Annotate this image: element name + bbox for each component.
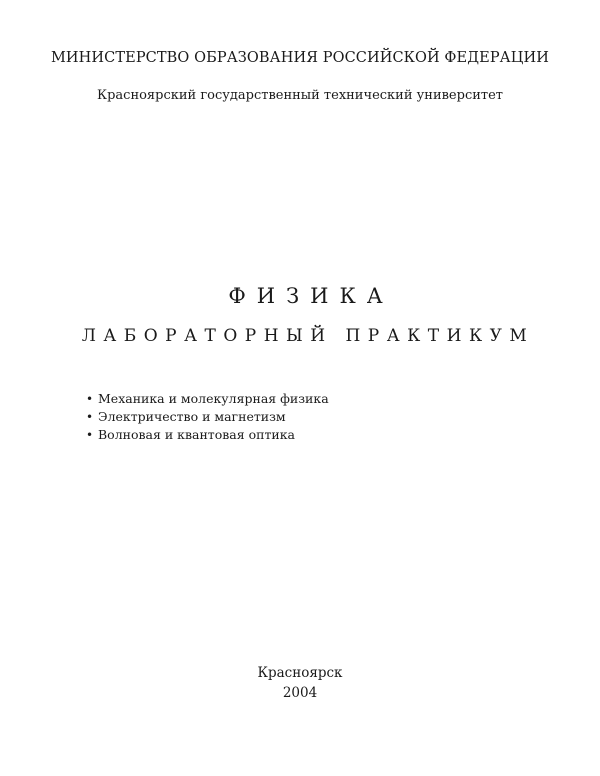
topic-label: Механика и молекулярная физика bbox=[98, 391, 329, 406]
page-title: ФИЗИКА bbox=[228, 284, 394, 308]
topic-label: Электричество и магнетизм bbox=[98, 409, 286, 424]
bullet-icon: • bbox=[86, 392, 94, 406]
publication-year: 2004 bbox=[282, 685, 318, 701]
topics-list bbox=[86, 390, 329, 444]
page-subtitle: ЛАБОРАТОРНЫЙ ПРАКТИКУМ bbox=[81, 326, 535, 346]
topic-label: Волновая и квантовая оптика bbox=[98, 427, 295, 442]
topic-item bbox=[86, 408, 329, 426]
bullet-icon: • bbox=[86, 428, 94, 442]
bullet-icon: • bbox=[86, 410, 94, 424]
topic-item bbox=[86, 390, 329, 408]
ministry-heading: МИНИСТЕРСТВО ОБРАЗОВАНИЯ РОССИЙСКОЙ ФЕДЕРАЦИИ bbox=[50, 50, 549, 66]
publication-city: Красноярск bbox=[257, 665, 343, 681]
topic-item bbox=[86, 426, 329, 444]
university-name: Красноярский государственный технический университет bbox=[97, 88, 503, 103]
